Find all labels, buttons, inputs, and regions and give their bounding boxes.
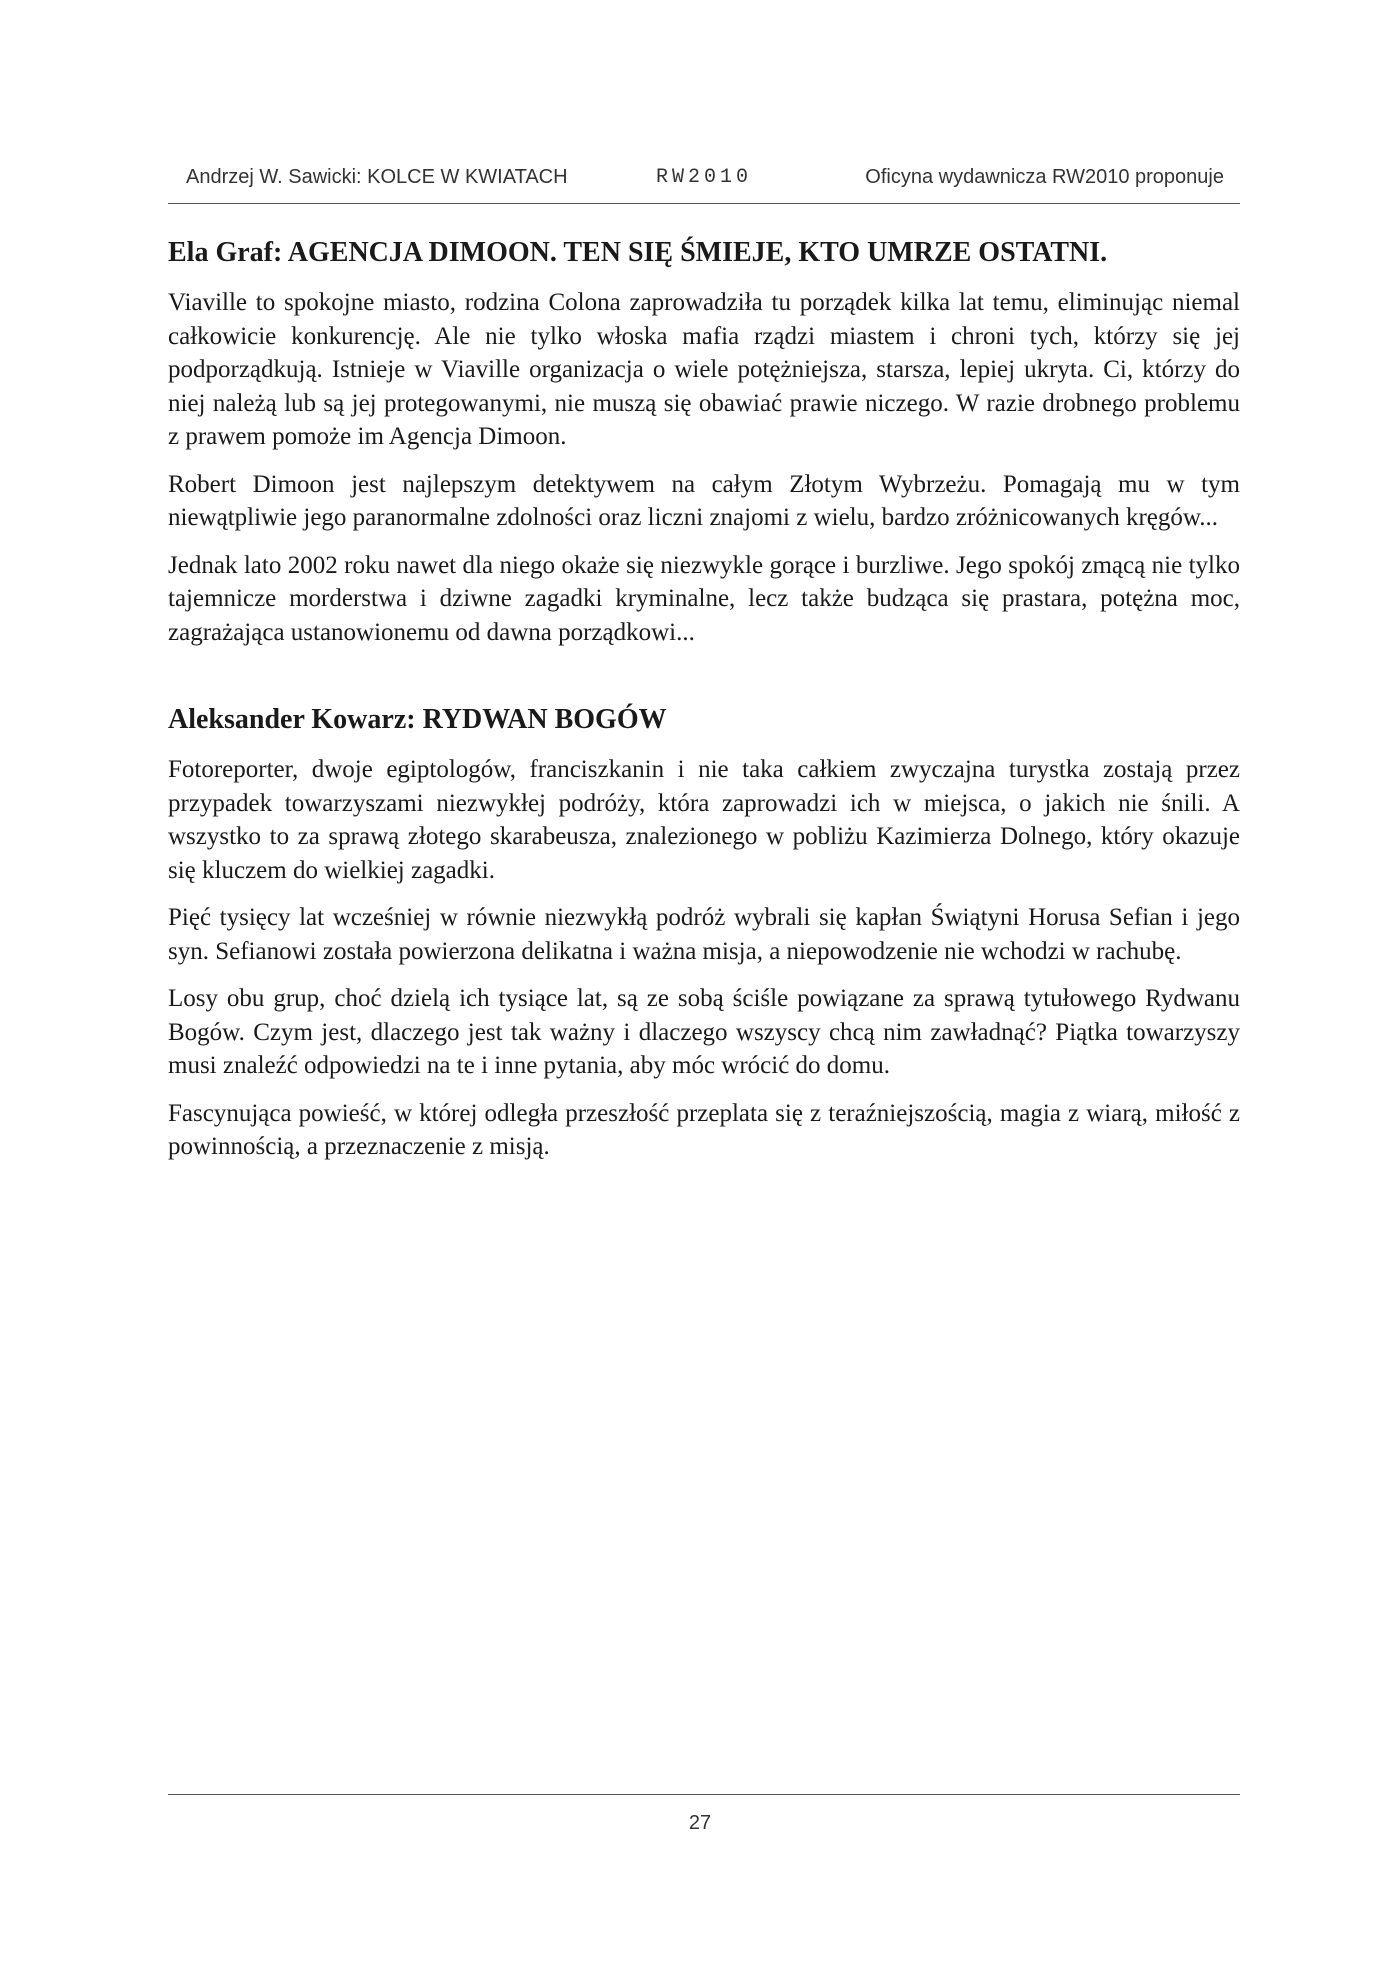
page-number: 27 — [688, 1812, 712, 1834]
paragraph: Jednak lato 2002 roku nawet dla niego okaże się niezwykle gorące i burzliwe. Jego spokój zmącą nie tylko tajemnicze morderstwa i dziwne zagadki kryminalne, lecz także budząca się prastara, potężna moc, zagrażająca ustanowionemu od dawna porządkowi... — [168, 551, 1240, 646]
header-divider — [168, 203, 1240, 204]
footer-divider — [168, 1794, 1240, 1795]
paragraph: Viaville to spokojne miasto, rodzina Colona zaprowadziła tu porządek kilka lat temu, eliminując niemal całkowicie konkurencję. Ale nie tylko włoska mafia rządzi miastem i chroni tych, którzy się jej podporządkują. Istnieje w Viaville organizacja o wiele potężniejsza, starsza, lepiej ukryta. Ci, którzy do niej należą lub są jej protegowanymi, nie muszą się obawiać prawie niczego. W razie drobnego problemu z prawem pomoże im Agencja Dimoon. — [168, 289, 1240, 450]
paragraph: Pięć tysięcy lat wcześniej w równie niezwykłą podróż wybrali się kapłan Świątyni Horusa Sefian i jego syn. Sefianowi została powierzona delikatna i ważna misja, a niepowodzenie nie wchodzi w rachubę. — [168, 904, 1240, 965]
paragraph: Losy obu grup, choć dzielą ich tysiące lat, są ze sobą ściśle powiązane za sprawą tytułowego Rydwanu Bogów. Czym jest, dlaczego jest tak ważny i dlaczego wszyscy chcą nim zawładnąć? Piątka towarzyszy musi znaleźć odpowiedzi na te i inne pytania, aby móc wrócić do domu. — [168, 985, 1240, 1079]
section-title: Ela Graf: AGENCJA DIMOON. TEN SIĘ ŚMIEJE, KTO UMRZE OSTATNI. — [168, 237, 1108, 268]
section-title: Aleksander Kowarz: RYDWAN BOGÓW — [168, 704, 667, 735]
paragraph: Robert Dimoon jest najlepszym detektywem na całym Złotym Wybrzeżu. Pomagają mu w tym niewątpliwie jego paranormalne zdolności oraz liczni znajomi z wielu, bardzo zróżnicowanych kręgów... — [168, 470, 1240, 531]
header-book-title: Andrzej W. Sawicki: KOLCE W KWIATACH — [186, 166, 568, 188]
paragraph: Fotoreporter, dwoje egiptologów, franciszkanin i nie taka całkiem zwyczajna turystka zostają przez przypadek towarzyszami niezwykłej podróży, która zaprowadzi ich w miejsca, o jakich nie śnili. A wszystko to za sprawą złotego skarabeusza, znalezionego w pobliżu Kazimierza Dolnego, który okazuje się kluczem do wielkiej zagadki. — [168, 756, 1240, 884]
paragraph: Fascynująca powieść, w której odległa przeszłość przeplata się z teraźniejszością, magia z wiarą, miłość z powinnością, a przeznaczenie z misją. — [168, 1099, 1240, 1160]
book-section-agencja-dimoon — [168, 236, 1240, 649]
header-publisher-note: Oficyna wydawnicza RW2010 proponuje — [865, 166, 1224, 188]
header-publisher-logo: RW2010 — [656, 166, 753, 189]
book-section-rydwan-bogow — [168, 703, 1240, 1164]
page-content — [168, 236, 1240, 1178]
running-header — [168, 160, 1240, 190]
